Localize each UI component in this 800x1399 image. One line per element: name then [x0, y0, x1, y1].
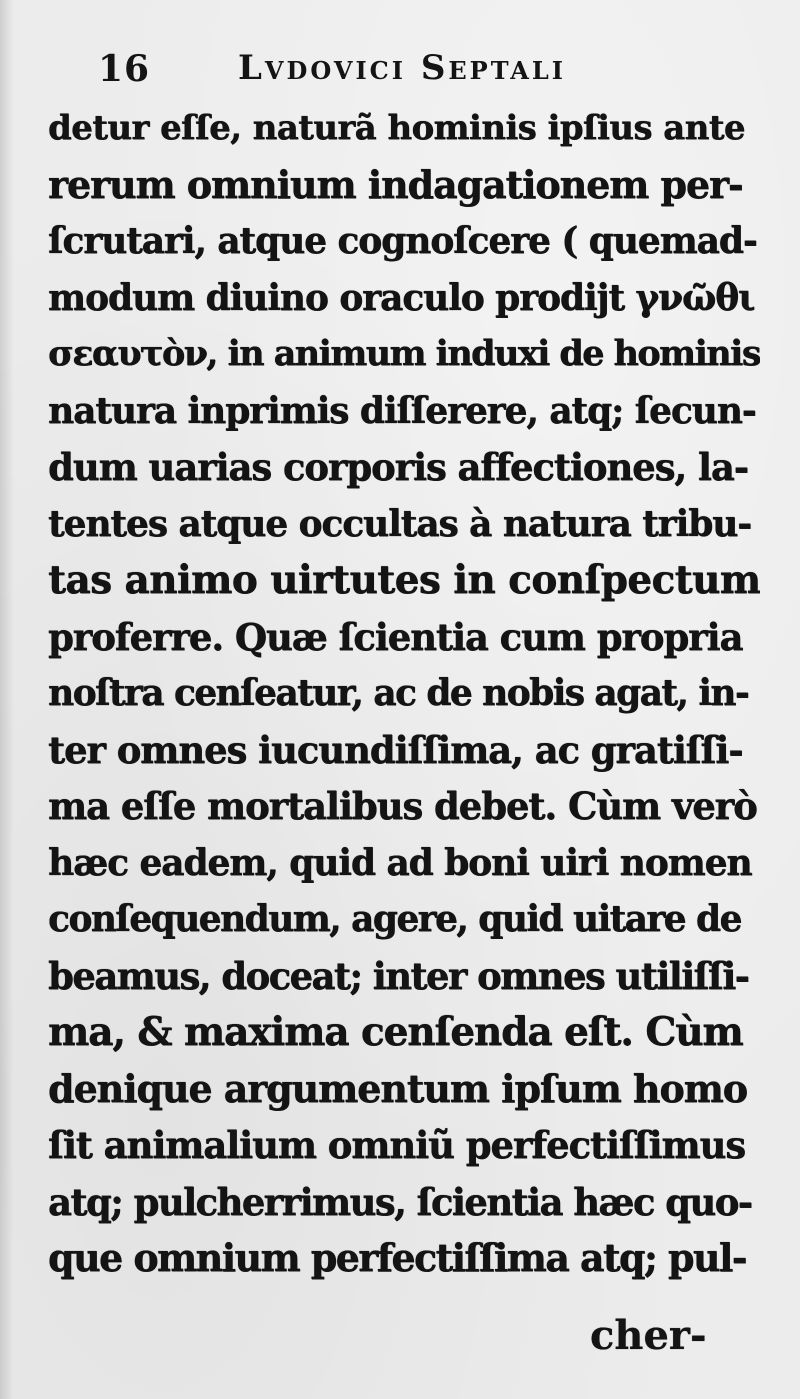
- text-line: ſit animalium omniũ perfectiſſimus: [48, 1123, 746, 1167]
- running-head: Lvdovici Septali: [238, 48, 566, 88]
- text-line: ter omnes iucundiſſima, ac gratiſſi-: [48, 727, 743, 772]
- text-line: ma eſſe mortalibus debet. Cùm verò: [48, 784, 757, 828]
- catchword: cher-: [590, 1312, 707, 1359]
- text-line: σεαυτὸν, in animum induxi de hominis: [48, 333, 760, 374]
- text-line: atq; pulcherrimus, ſcientia hæc quo-: [48, 1179, 752, 1224]
- text-line: conſequendum, agere, quid uitare de: [48, 898, 741, 940]
- text-line: natura inprimis diſſerere, atq; ſecun-: [48, 389, 756, 432]
- text-line: tentes atque occultas à natura tribu-: [48, 502, 752, 545]
- text-line: modum diuino oraculo prodijt γνῶθι: [48, 276, 755, 319]
- text-line: que omnium perfectiſſima atq; pul-: [48, 1235, 746, 1280]
- text-line: rerum omnium indagationem per-: [48, 161, 743, 207]
- page-number: 16: [98, 48, 151, 90]
- text-line: tas animo uirtutes in conſpectum: [48, 557, 760, 603]
- text-line: proferre. Quæ ſcientia cum propria: [48, 614, 743, 659]
- text-line: beamus, doceat; inter omnes utiliſſi-: [48, 953, 749, 998]
- page-gutter-shadow: [0, 0, 14, 1399]
- text-line: noſtra cenſeatur, ac de nobis agat, in-: [48, 672, 749, 714]
- page-header: [98, 44, 698, 100]
- text-line: detur eſſe, naturã hominis ipſius ante: [48, 108, 745, 148]
- text-line: hæc eadem, quid ad boni uiri nomen: [48, 841, 752, 884]
- text-line: ſcrutari, atque cognoſcere ( quemad-: [48, 220, 757, 262]
- body-text: [48, 100, 760, 1287]
- text-line: denique argumentum ipſum homo: [48, 1065, 747, 1111]
- text-line: dum uarias corporis affectiones, la-: [48, 445, 748, 489]
- text-line: ma, & maxima cenſenda eſt. Cùm: [48, 1009, 743, 1055]
